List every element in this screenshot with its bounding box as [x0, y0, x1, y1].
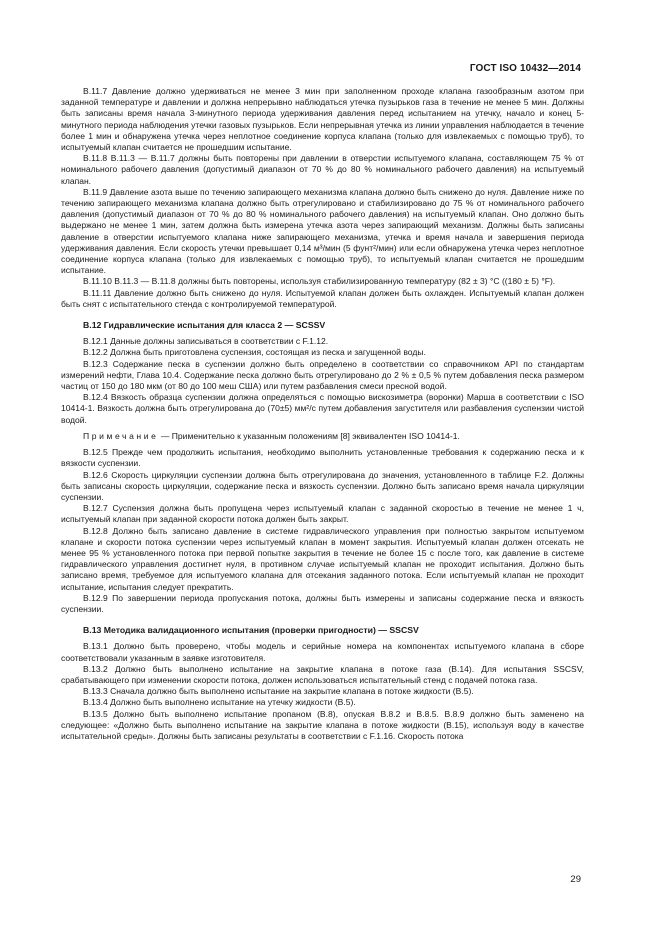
- paragraph-b11-7: В.11.7 Давление должно удерживаться не менее 3 мин при заполненном проходе клапана газообразным азотом при заданной температуре и давлении и должна непрерывно наблюдаться утечка пузырьков газа в течение не менее 5 мин. Должны быть записаны время начала 3-минутного периода удерживания давления перед испытанием на утечку, начало и конец 5-минутного периода наблюдения утечки газовых пузырьков. Если непрерывная утечка из линии управления наблюдается в течение более 1 мин и обнаружена утечка через неплотное соединение корпуса клапана (только для извлекаемых с помощью труб), то испытуемый клапан считается не прошедшим испытание.: [61, 86, 584, 153]
- paragraph-b13-3: В.13.3 Сначала должно быть выполнено испытание на закрытие клапана в потоке жидкости (В.5).: [83, 686, 474, 697]
- paragraph-b13-4: В.13.4 Должно быть выполнено испытание на утечку жидкости (В.5).: [83, 697, 356, 708]
- paragraph-b13-5: В.13.5 Должно быть выполнено испытание пропаном (В.8), опуская В.8.2 и В.8.5. В.8.9 должно быть заменено на следующее: «Должно быть выполнено испытание на закрытие клапана в потоке жидкости (В.15), используя воду в качестве испытательной среды». Должны быть записаны результаты в соответствии с F.1.16. Скорость потока: [61, 708, 584, 741]
- paragraph-b11-9: В.11.9 Давление азота выше по течению запирающего механизма клапана должно быть снижено до нуля. Давление ниже по течению запирающего механизма клапана должно быть отрегулировано и стабилизировано до 75 % от номинального рабочего давления (допустимый диапазон от 70 % до 80 % номинального рабочего давления) на испытуемый клапан. Оно должно быть выдержано не менее 1 мин, затем должна быть измерена утечка азота через запирающий механизм. Должны быть записаны давление в отверстии испытуемого клапана ниже запирающего механизма, утечка и время начала и завершения периода удерживания давления. Если скорость утечки превышает 0,14 м³/мин (5 фунт²/мин) или если обнаружена утечка через неплотное соединение корпуса клапана (только для извлекаемых с помощью труб), то испытуемый клапан считается не прошедшим испытание.: [61, 186, 584, 276]
- section-heading-b12: В.12 Гидравлические испытания для класса 2 — SCSSV: [83, 320, 326, 331]
- paragraph-b12-5: В.12.5 Прежде чем продолжить испытания, необходимо выполнить установленные требования к содержанию песка и к вязкости суспензии.: [61, 447, 584, 469]
- page-number: 29: [570, 874, 581, 885]
- paragraph-b13-1: В.13.1 Должно быть проверено, чтобы модель и серийные номера на компонентах испытуемого клапана в сборе соответствовали указанным в заявке изготовителя.: [61, 641, 584, 663]
- paragraph-b12-9: В.12.9 По завершении периода пропускания потока, должны быть измерены и записаны содержание песка и вязкость суспензии.: [61, 592, 584, 614]
- document-body: [61, 86, 584, 742]
- note: [61, 431, 584, 442]
- paragraph-b11-10: В.11.10 В.11.3 — В.11.8 должны быть повторены, используя стабилизированную температуру (82 ± 3) °С ((180 ± 5) °F).: [83, 276, 556, 287]
- paragraph-b11-8: В.11.8 В.11.3 — В.11.7 должны быть повторены при давлении в отверстии испытуемого клапана, составляющем 75 % от номинального рабочего давления (допустимый диапазон от 70 % до 80 % номинального рабочего давления) на испытуемый клапан.: [61, 153, 584, 186]
- standard-header: ГОСТ ISO 10432—2014: [469, 63, 581, 74]
- note-text: — Применительно к указанным положениям [8] эквивалентен ISO 10414-1.: [158, 430, 460, 441]
- paragraph-b12-6: В.12.6 Скорость циркуляции суспензии должна быть отрегулирована до значения, установленного в таблице F.2. Должны быть записаны скорость циркуляции, содержание песка и вязкость суспензии. Должно быть записано время начала циркуляции суспензии.: [61, 469, 584, 502]
- paragraph-b12-2: В.12.2 Должна быть приготовлена суспензия, состоящая из песка и загущенной воды.: [83, 347, 426, 358]
- paragraph-b12-1: В.12.1 Данные должны записываться в соответствии с F.1.12.: [83, 336, 329, 347]
- paragraph-b11-11: В.11.11 Давление должно быть снижено до нуля. Испытуемой клапан должен быть охлажден. Испытуемый клапан должен быть снят с испытательного стенда с контролируемой температурой.: [61, 287, 584, 309]
- note-label: Примечание: [83, 430, 159, 441]
- paragraph-b12-3: В.12.3 Содержание песка в суспензии должно быть определено в соответствии со справочником API по стандартам измерений нефти, Глава 10.4. Содержание песка должно быть отрегулировано до 2 % ± 0,5 % путем добавления песка размером частиц от 150 до 180 мкм (от 80 до 100 меш США) или путем разбавления смеси пресной водой.: [61, 358, 584, 392]
- paragraph-b13-2: В.13.2 Должно быть выполнено испытание на закрытие клапана в потоке газа (В.14). Для испытания SSCSV, срабатывающего при изменении скорости потока, должен использоваться испытательный стенд с подачей потока газа.: [61, 663, 584, 685]
- paragraph-b12-7: В.12.7 Суспензия должна быть пропущена через испытуемый клапан с заданной скоростью в течение не менее 1 ч, испытуемый клапан при заданной скорости потока должен быть закрыт.: [61, 503, 584, 525]
- section-heading-b13: В.13 Методика валидационного испытания (проверки пригодности) — SSCSV: [83, 625, 419, 636]
- paragraph-b12-4: В.12.4 Вязкость образца суспензии должна определяться с помощью вискозиметра (воронки) Марша в соответствии с ISO 10414-1. Вязкость должна быть отрегулирована до (70±5) мм²/с путем добавления загустителя или разбавления суспензии чистой водой.: [61, 392, 584, 425]
- paragraph-b12-8: В.12.8 Должно быть записано давление в системе гидравлического управления при полностью закрытом испытуемом клапане и скорости потока суспензии через испытуемый клапан в момент закрытия. Испытуемый клапан должен отсекать не менее 95 % установленного потока при первой попытке закрытия в течение не более 15 с после того, как давление в системе гидравлического управления достигнет нуля, в противном случае испытуемый клапан не проходит испытания. Должно быть записано время, требуемое для испытуемого клапана для отсекания заданного потока. Если испытуемый клапан не проходит испытание, испытания следует прекратить.: [61, 525, 584, 592]
